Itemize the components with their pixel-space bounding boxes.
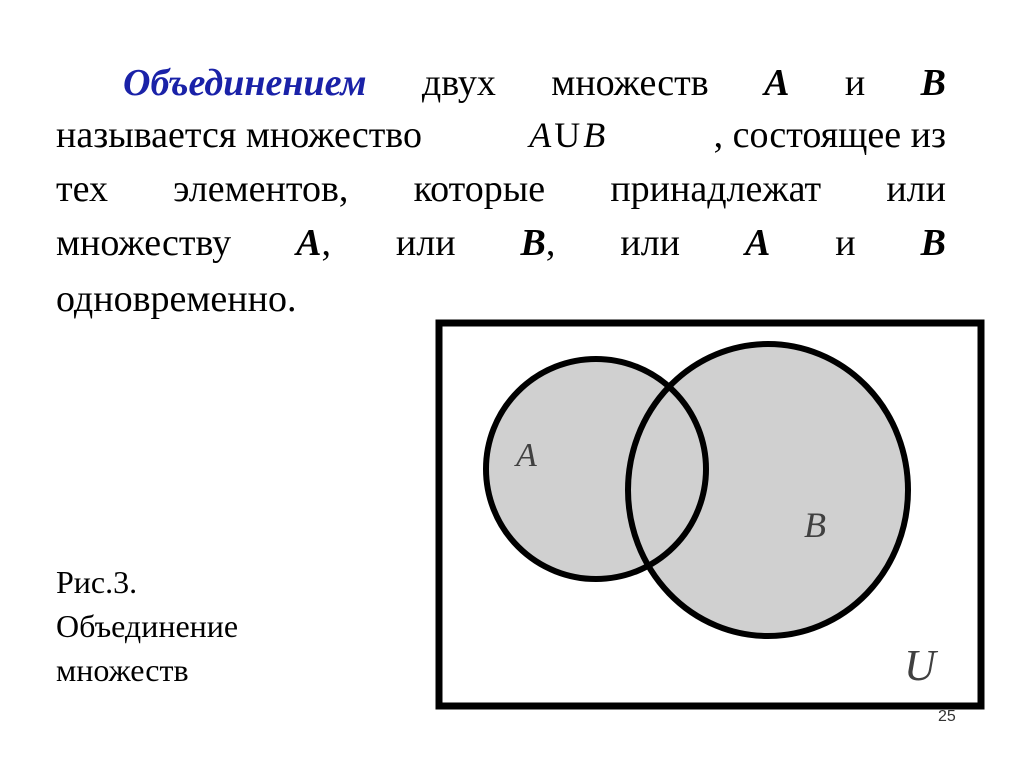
caption-title-continued: множеств — [56, 652, 189, 688]
word: которые — [413, 168, 546, 210]
word: тех — [56, 168, 108, 210]
word: принадлежат — [610, 168, 822, 210]
term-union: Объединением — [123, 62, 367, 104]
set-a-name: A — [764, 62, 790, 104]
set-b-name: B — [920, 62, 946, 104]
word: элементов, — [173, 168, 349, 210]
definition-text: , состоящее из — [713, 114, 946, 156]
formula-left: A — [529, 115, 553, 155]
set-b-label: B — [804, 505, 826, 545]
comma: , — [545, 222, 556, 264]
caption-figure-number: Рис.3. — [56, 564, 138, 600]
caption-title: Объединение — [56, 608, 239, 644]
page-number: 25 — [938, 708, 956, 725]
word: или — [886, 168, 946, 210]
word: или — [395, 222, 456, 264]
word: множеств — [551, 62, 709, 104]
word: и — [835, 222, 856, 264]
set-b-name: B — [920, 222, 946, 264]
set-a-name: A — [744, 222, 771, 264]
word: множеству — [56, 222, 232, 264]
word: и — [844, 62, 866, 104]
definition-text: называется множество — [56, 114, 422, 156]
union-operator: U — [554, 115, 582, 155]
word: или — [620, 222, 680, 264]
set-a-name: A — [296, 222, 322, 264]
word: одновременно. — [56, 278, 297, 320]
formula-right: B — [583, 115, 607, 155]
comma: , — [321, 222, 331, 264]
set-b-name: B — [520, 222, 546, 264]
universe-label: U — [904, 641, 936, 690]
set-a-label: A — [516, 437, 537, 474]
word: двух — [421, 62, 496, 104]
